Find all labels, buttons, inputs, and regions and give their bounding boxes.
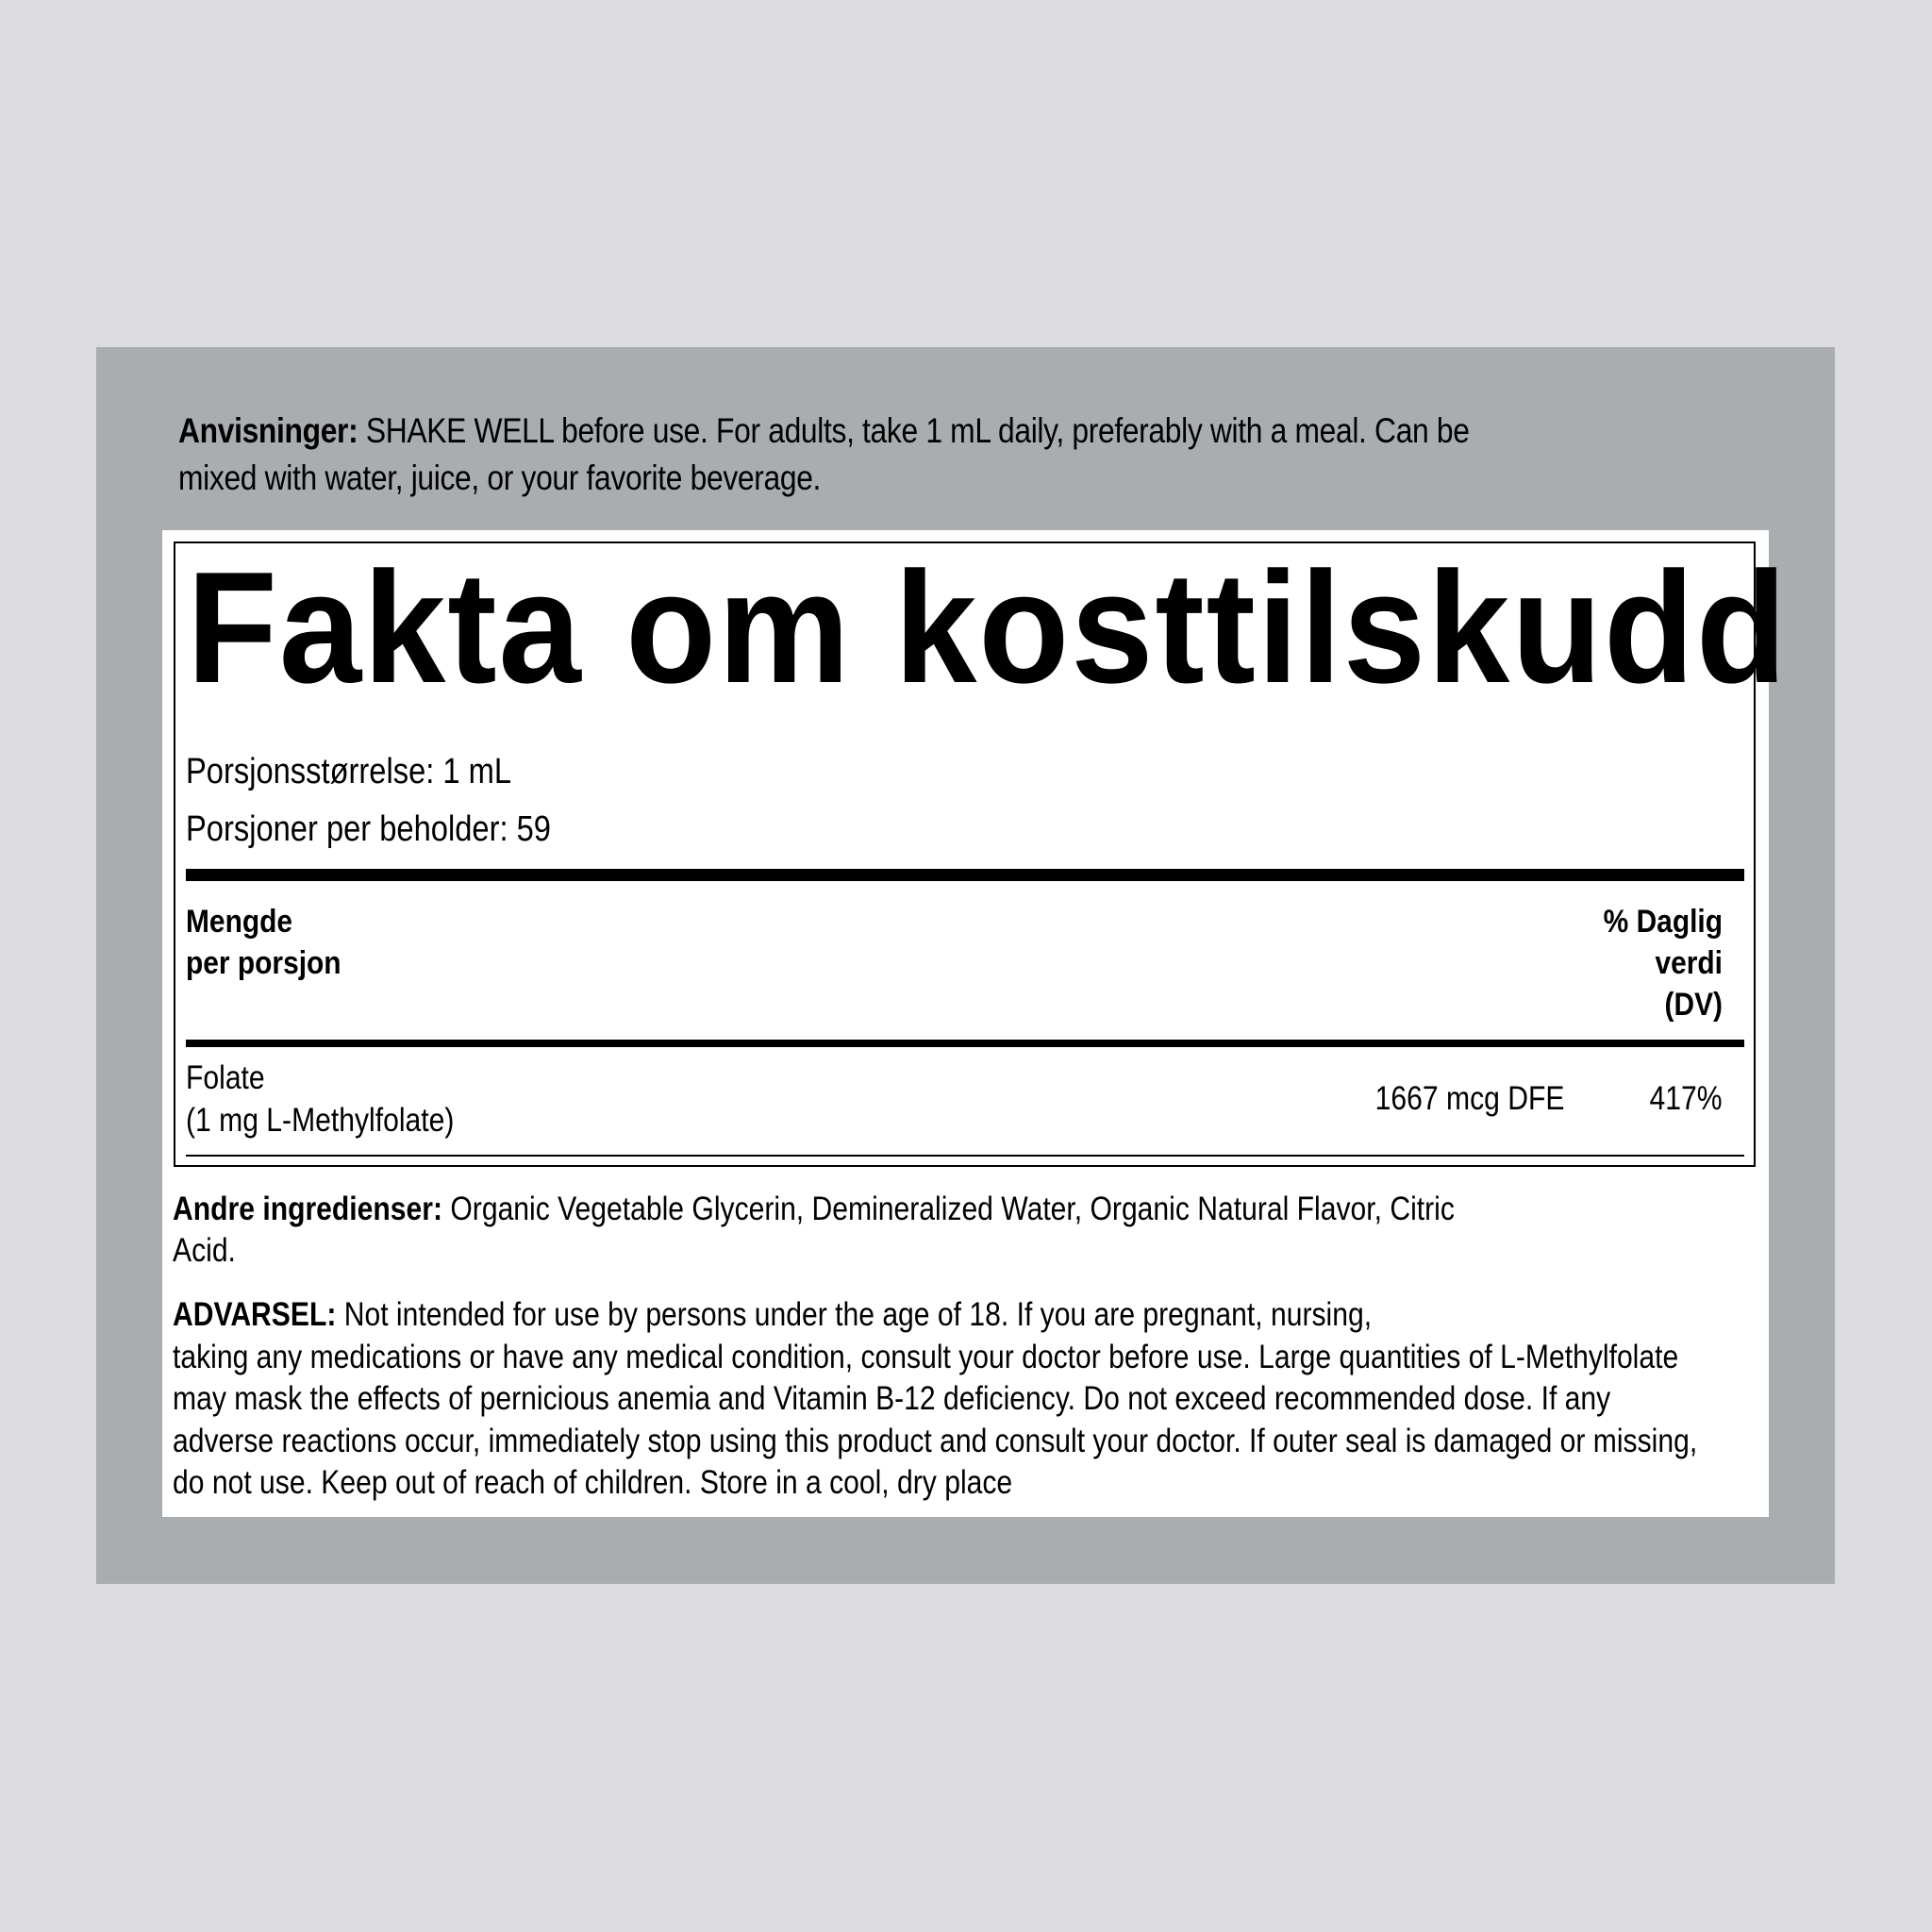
- amount-header-line1: Mengde: [186, 904, 293, 940]
- dv-header-line1: % Daglig: [1603, 904, 1723, 940]
- directions-text: [178, 408, 1549, 502]
- warning-text: [173, 1294, 1755, 1505]
- dv-header-line3: (DV): [1664, 987, 1723, 1023]
- facts-title: Fakta om kosttilskudd: [187, 539, 1789, 716]
- dv-header-line2: verdi: [1655, 945, 1723, 981]
- warning-label: ADVARSEL:: [173, 1296, 337, 1333]
- other-ingredients-label: Andre ingredienser:: [173, 1191, 443, 1227]
- directions-body: SHAKE WELL before use. For adults, take 1 mL daily, preferably with a meal. Can be mixed with water, juice, or your favorite beverage.: [178, 411, 1470, 497]
- daily-value-header: [1507, 901, 1723, 1025]
- warning-line3: may mask the effects of pernicious anemia and Vitamin B-12 deficiency. Do not exceed recommended dose. If any: [173, 1380, 1611, 1417]
- directions-label: Anvisninger:: [178, 411, 358, 450]
- thin-divider: [186, 1155, 1744, 1157]
- amount-header-line2: per porsjon: [186, 945, 341, 981]
- servings-per-container: Porsjoner per beholder: 59: [186, 809, 551, 849]
- nutrient-detail: (1 mg L-Methylfolate): [186, 1102, 455, 1139]
- other-ingredients: [173, 1189, 1471, 1272]
- nutrient-daily-value: 417%: [1650, 1080, 1723, 1117]
- nutrient-label: Folate: [186, 1059, 265, 1096]
- other-ingredients-line1: Organic Vegetable Glycerin, Demineralized Water, Organic Natural Flavor, Citric: [450, 1191, 1455, 1227]
- warning-line4: adverse reactions occur, immediately stop using this product and consult your doctor. If outer seal is damaged or missing,: [173, 1422, 1698, 1459]
- other-ingredients-line2: Acid.: [173, 1232, 236, 1269]
- serving-size: Porsjonsstørrelse: 1 mL: [186, 752, 512, 791]
- warning-line5: do not use. Keep out of reach of children. Store in a cool, dry place: [173, 1464, 1013, 1501]
- nutrient-name: [186, 1057, 454, 1141]
- warning-line2: taking any medications or have any medical condition, consult your doctor before use. Large quantities of L-Methylfolate: [173, 1338, 1679, 1375]
- amount-per-serving-header: [186, 901, 402, 984]
- thick-divider: [186, 869, 1744, 881]
- medium-divider: [186, 1040, 1744, 1047]
- nutrient-amount: 1667 mcg DFE: [1374, 1080, 1564, 1117]
- warning-line1: Not intended for use by persons under the age of 18. If you are pregnant, nursing,: [343, 1296, 1373, 1333]
